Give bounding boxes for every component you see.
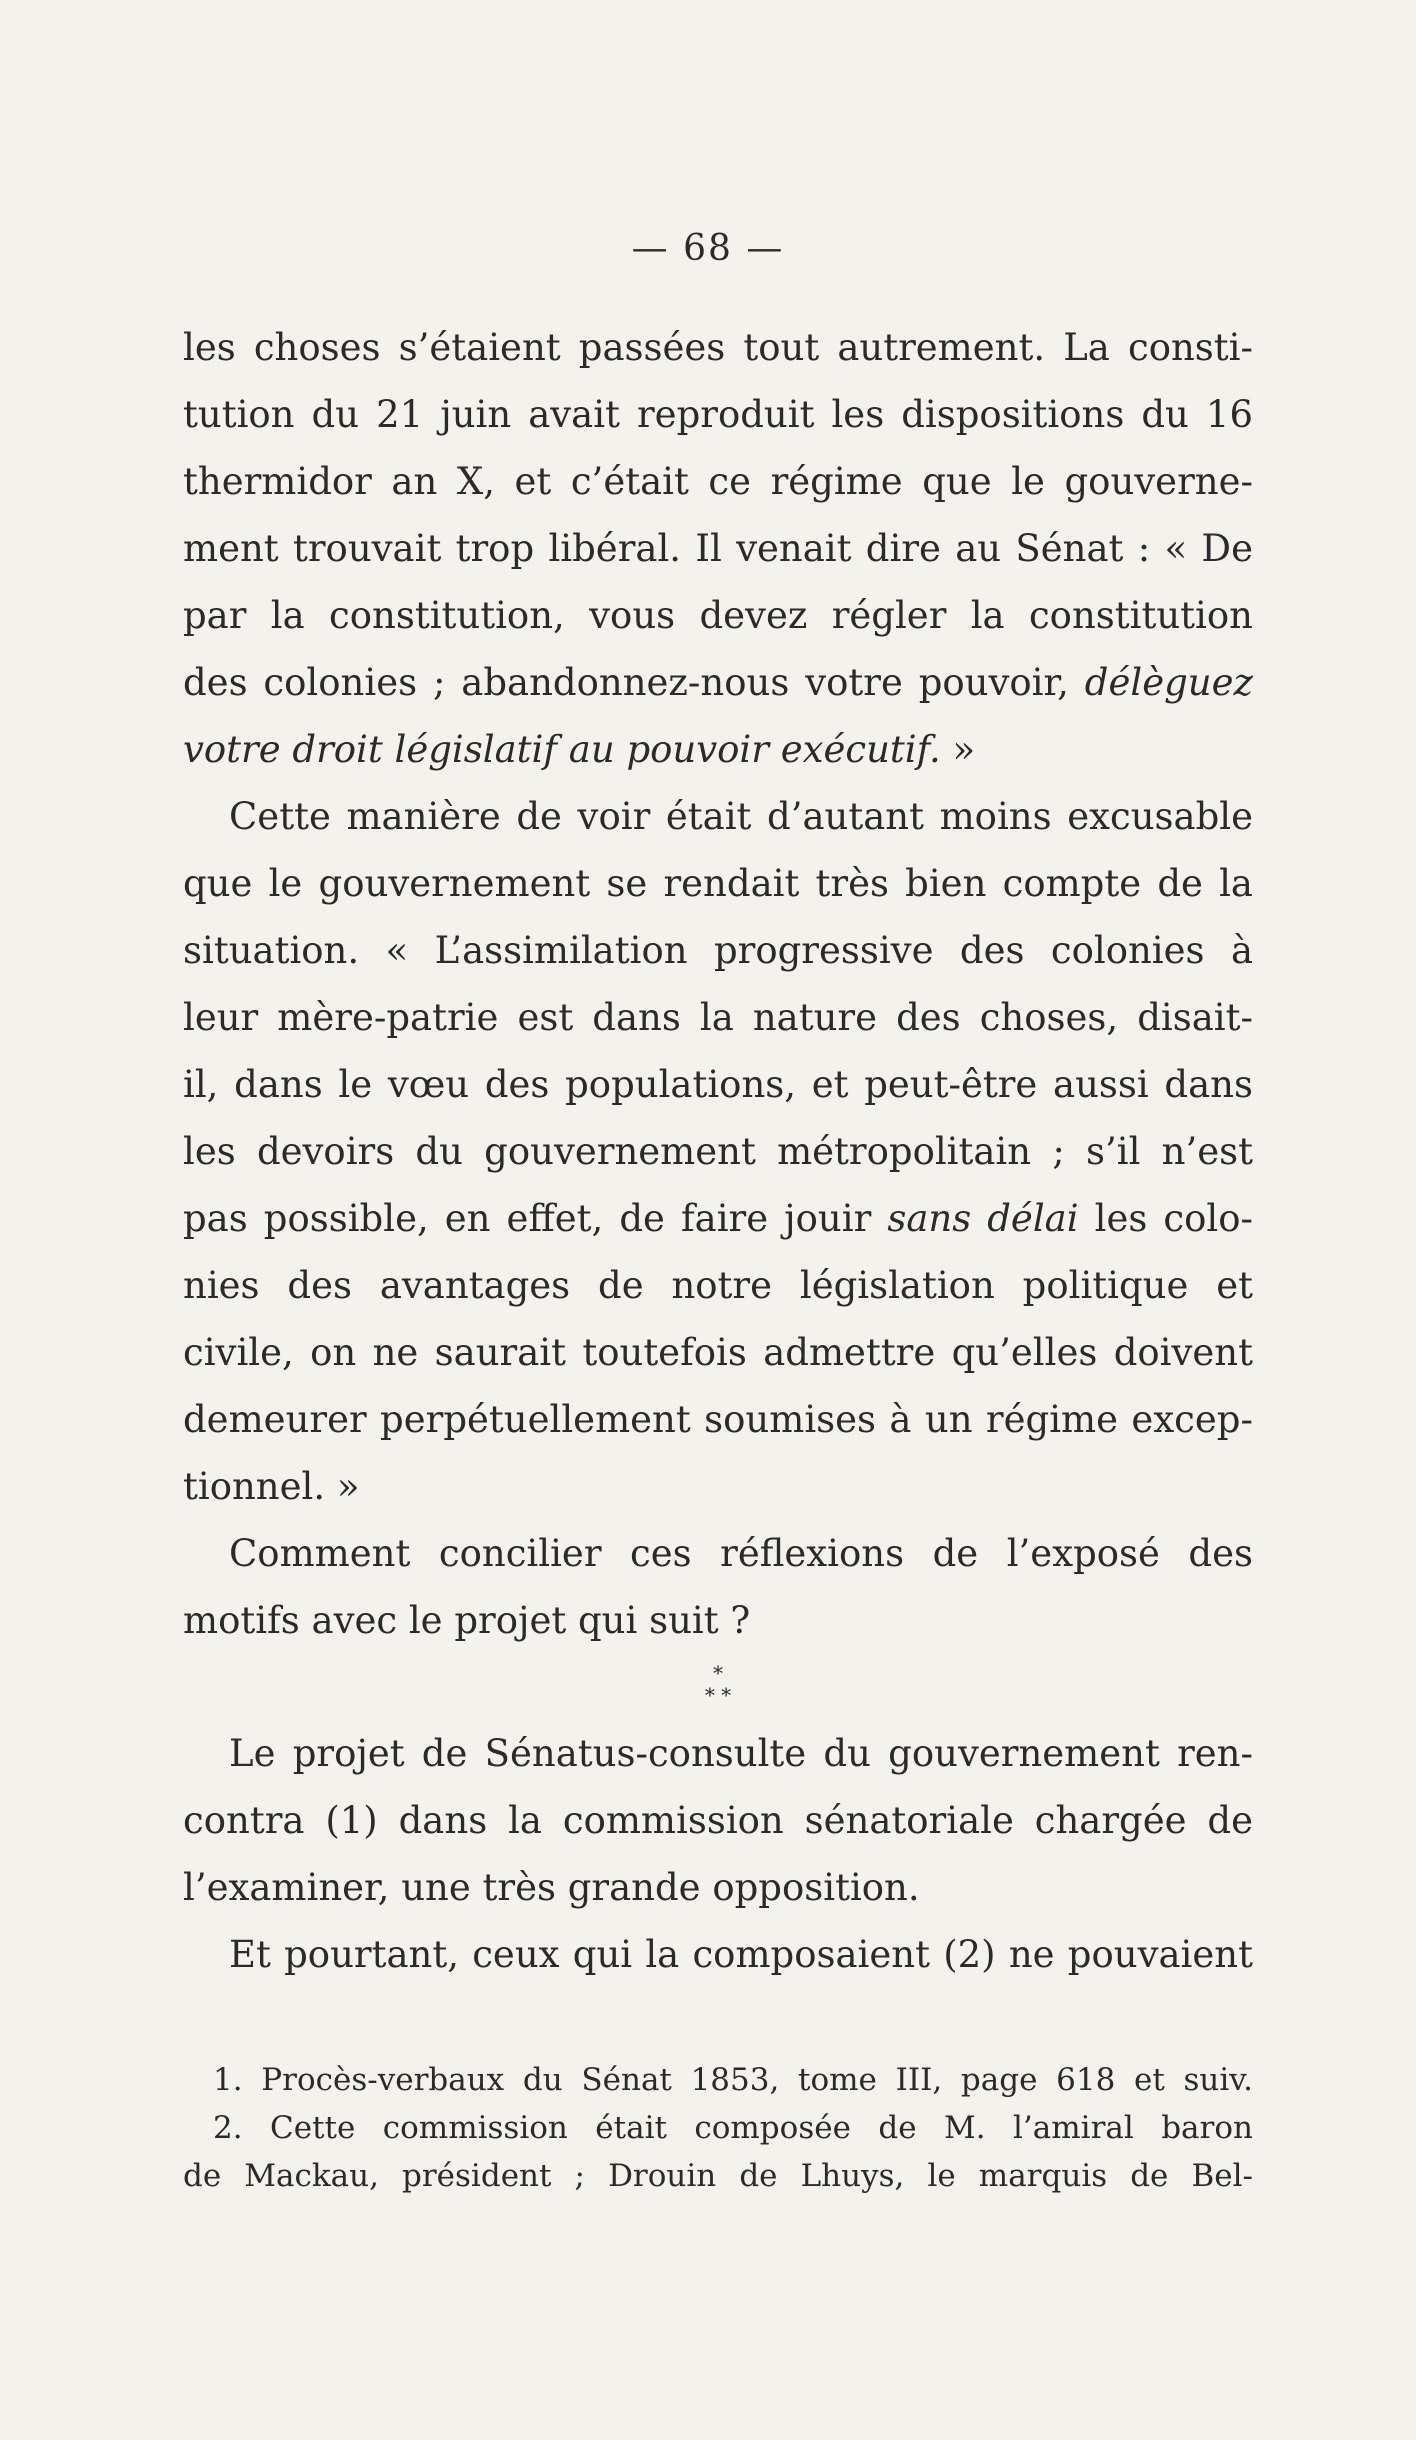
paragraph-3 — [183, 1520, 1253, 1654]
page-number: — 68 — — [631, 228, 785, 269]
text-line: tionnel. » — [183, 1465, 360, 1508]
text-line: les choses s’étaient passées tout autrement. La consti- — [183, 326, 1253, 369]
text-line: thermidor an X, et c’était ce régime que le gouverne- — [183, 460, 1253, 503]
body-text — [183, 314, 1253, 1988]
footnote-2-continued: de Mackau, président ; Drouin de Lhuys, le marquis de Bel- — [183, 2158, 1253, 2194]
text-line: situation. « L’assimilation progressive des colonies à — [183, 929, 1253, 972]
text-line: nies des avantages de notre législation politique et — [183, 1264, 1253, 1307]
footnote-2: 2. Cette commission était composée de M. l’amiral baron — [213, 2110, 1253, 2146]
text-run: » — [940, 728, 976, 771]
text-line: les devoirs du gouvernement métropolitain ; s’il n’est — [183, 1130, 1253, 1173]
text-run: les colo- — [1078, 1197, 1253, 1240]
text-run: pas possible, en effet, de faire jouir — [183, 1197, 888, 1240]
text-line — [183, 649, 1253, 716]
text-line: l’examiner, une très grande opposition. — [183, 1866, 920, 1909]
text-line: contra (1) dans la commission sénatoriale chargée de — [183, 1799, 1253, 1842]
text-line: par la constitution, vous devez régler la constitution — [183, 594, 1253, 637]
paragraph-5 — [183, 1921, 1253, 1988]
text-line: Cette manière de voir était d’autant moins excusable — [229, 795, 1253, 838]
text-line — [183, 716, 1253, 783]
text-line: tution du 21 juin avait reproduit les dispositions du 16 — [183, 393, 1253, 436]
text-line: ment trouvait trop libéral. Il venait dire au Sénat : « De — [183, 527, 1253, 570]
section-separator — [183, 1662, 1253, 1706]
text-run: des colonies ; abandonnez-nous votre pouvoir, — [183, 661, 1085, 704]
footnotes — [183, 2056, 1253, 2200]
paragraph-4 — [183, 1720, 1253, 1921]
text-line: demeurer perpétuellement soumises à un régime excep- — [183, 1398, 1253, 1441]
paragraph-1 — [183, 314, 1253, 783]
text-line: civile, on ne saurait toutefois admettre qu’elles doivent — [183, 1331, 1253, 1374]
italic-text: délèguez — [1084, 661, 1253, 704]
asterisk-bottom: * * — [704, 1683, 732, 1707]
italic-text: votre droit législatif au pouvoir exécutif. — [183, 728, 941, 771]
text-line: que le gouvernement se rendait très bien compte de la — [183, 862, 1253, 905]
asterisk-top: * — [713, 1661, 723, 1685]
text-line: Le projet de Sénatus-consulte du gouvernement ren- — [229, 1732, 1253, 1775]
italic-text: sans délai — [887, 1197, 1079, 1240]
footnote-1: 1. Procès-verbaux du Sénat 1853, tome III, page 618 et suiv. — [213, 2062, 1253, 2098]
text-line: leur mère-patrie est dans la nature des choses, disait- — [183, 996, 1253, 1039]
text-line: il, dans le vœu des populations, et peut-être aussi dans — [183, 1063, 1253, 1106]
paragraph-2 — [183, 783, 1253, 1520]
text-line — [183, 1185, 1253, 1252]
text-line: Et pourtant, ceux qui la composaient (2) ne pouvaient — [229, 1933, 1253, 1976]
text-line: motifs avec le projet qui suit ? — [183, 1599, 751, 1642]
text-line: Comment concilier ces réflexions de l’exposé des — [229, 1532, 1253, 1575]
